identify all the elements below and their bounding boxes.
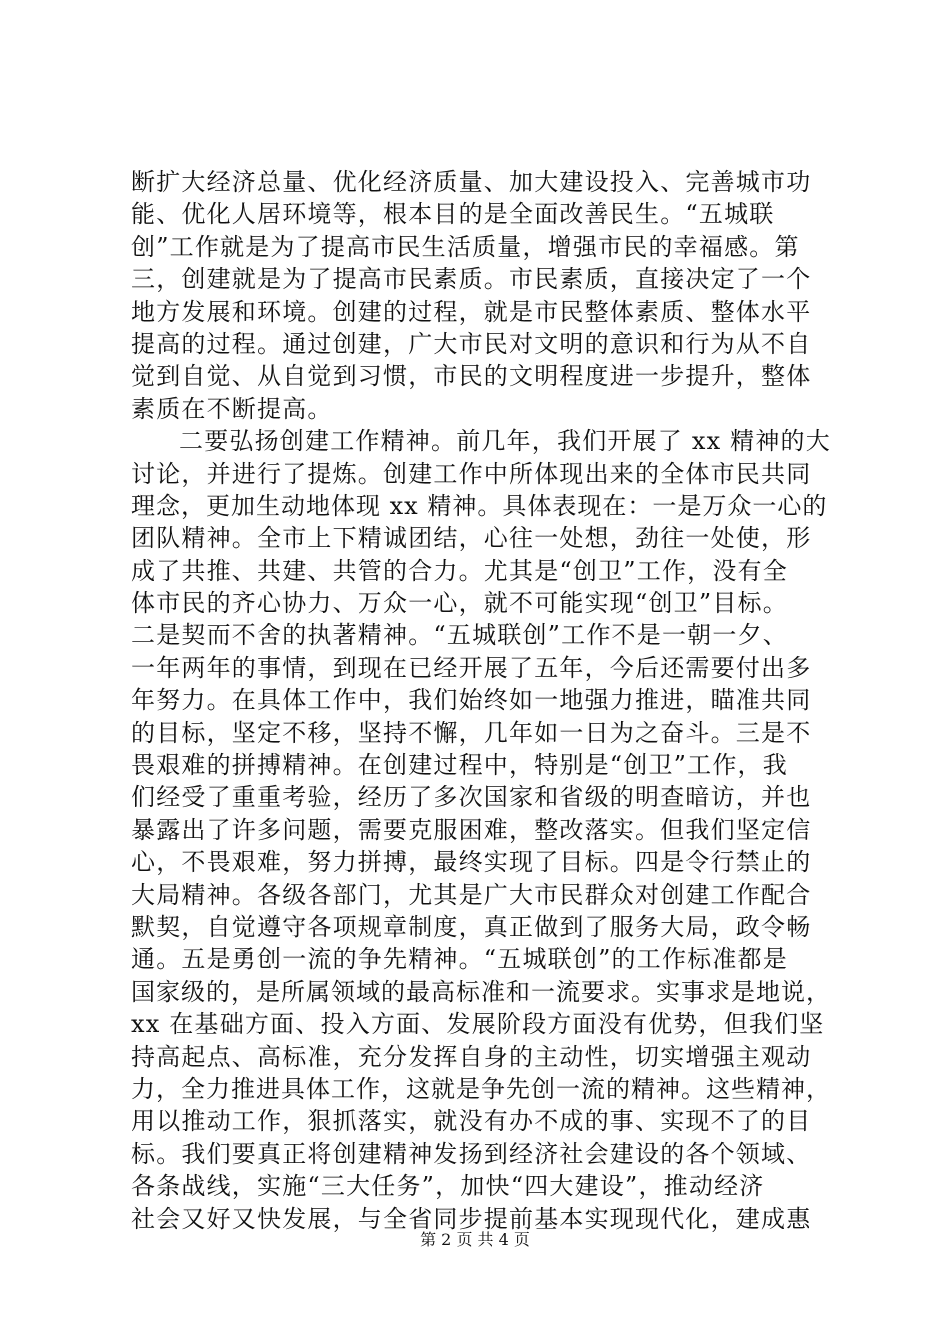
text-line: 三，创建就是为了提高市民素质。市民素质，直接决定了一个	[131, 265, 812, 294]
text-line: 通。五是勇创一流的争先精神。“五城联创”的工作标准都是	[131, 945, 788, 974]
text-line: 讨论，并进行了提炼。创建工作中所体现出来的全体市民共同	[131, 459, 812, 488]
text-line: 创”工作就是为了提高市民生活质量，增强市民的幸福感。第	[131, 232, 800, 261]
text-line: 二是契而不舍的执著精神。“五城联创”工作不是一朝一夕、	[131, 621, 788, 650]
text-line: 们经受了重重考验，经历了多次国家和省级的明查暗访，并也	[131, 783, 812, 812]
text-line: 用以推动工作，狠抓落实，就没有办不成的事、实现不了的目	[131, 1107, 812, 1136]
text-line: 团队精神。全市上下精诚团结，心往一处想，劲往一处使，形	[131, 524, 812, 553]
text-line: xx 在基础方面、投入方面、发展阶段方面没有优势，但我们坚	[131, 1010, 825, 1039]
text-line: 地方发展和环境。创建的过程，就是市民整体素质、整体水平	[131, 297, 812, 326]
text-line: 心，不畏艰难，努力拼搏，最终实现了目标。四是令行禁止的	[131, 848, 812, 877]
text-line: 畏艰难的拼搏精神。在创建过程中，特别是“创卫”工作，我	[131, 751, 788, 780]
text-line: 的目标，坚定不移，坚持不懈，几年如一日为之奋斗。三是不	[131, 718, 812, 747]
text-line: 断扩大经济总量、优化经济质量、加大建设投入、完善城市功	[131, 168, 812, 196]
text-line: 能、优化人居环境等，根本目的是全面改善民生。“五城联	[131, 200, 775, 229]
text-line: 素质在不断提高。	[131, 394, 333, 423]
text-line: 持高起点、高标准，充分发挥自身的主动性，切实增强主观动	[131, 1042, 812, 1071]
text-line: 体市民的齐心协力、万众一心，就不可能实现“创卫”目标。	[131, 589, 788, 618]
text-line: 国家级的，是所属领域的最高标准和一流要求。实事求是地说，	[131, 977, 831, 1006]
text-line: 一年两年的事情，到现在已经开展了五年，今后还需要付出多	[131, 653, 812, 682]
text-line: 年努力。在具体工作中，我们始终如一地强力推进，瞄准共同	[131, 686, 812, 715]
text-line: 暴露出了许多问题，需要克服困难，整改落实。但我们坚定信	[131, 815, 812, 844]
text-line: 默契，自觉遵守各项规章制度，真正做到了服务大局，政令畅	[131, 912, 812, 941]
document-body	[131, 166, 831, 1235]
text-line: 力，全力推进具体工作，这就是争先创一流的精神。这些精神，	[131, 1074, 831, 1103]
text-line: 成了共推、共建、共管的合力。尤其是“创卫”工作，没有全	[131, 556, 788, 585]
page-footer: 第 2 页 共 4 页	[420, 1230, 530, 1249]
text-line: 各条战线，实施“三大任务”，加快“四大建设”，推动经济	[131, 1172, 765, 1201]
text-line: 理念，更加生动地体现 xx 精神。具体表现在：一是万众一心的	[131, 491, 828, 520]
paragraph-start-line: 二要弘扬创建工作精神。前几年，我们开展了 xx 精神的大	[179, 427, 831, 456]
text-line: 标。我们要真正将创建精神发扬到经济社会建设的各个领域、	[131, 1139, 812, 1168]
text-line: 社会又好又快发展，与全省同步提前基本实现现代化，建成惠	[131, 1204, 812, 1233]
text-line: 觉到自觉、从自觉到习惯，市民的文明程度进一步提升，整体	[131, 362, 812, 391]
text-line: 大局精神。各级各部门，尤其是广大市民群众对创建工作配合	[131, 880, 812, 909]
text-line: 提高的过程。通过创建，广大市民对文明的意识和行为从不自	[131, 329, 812, 358]
